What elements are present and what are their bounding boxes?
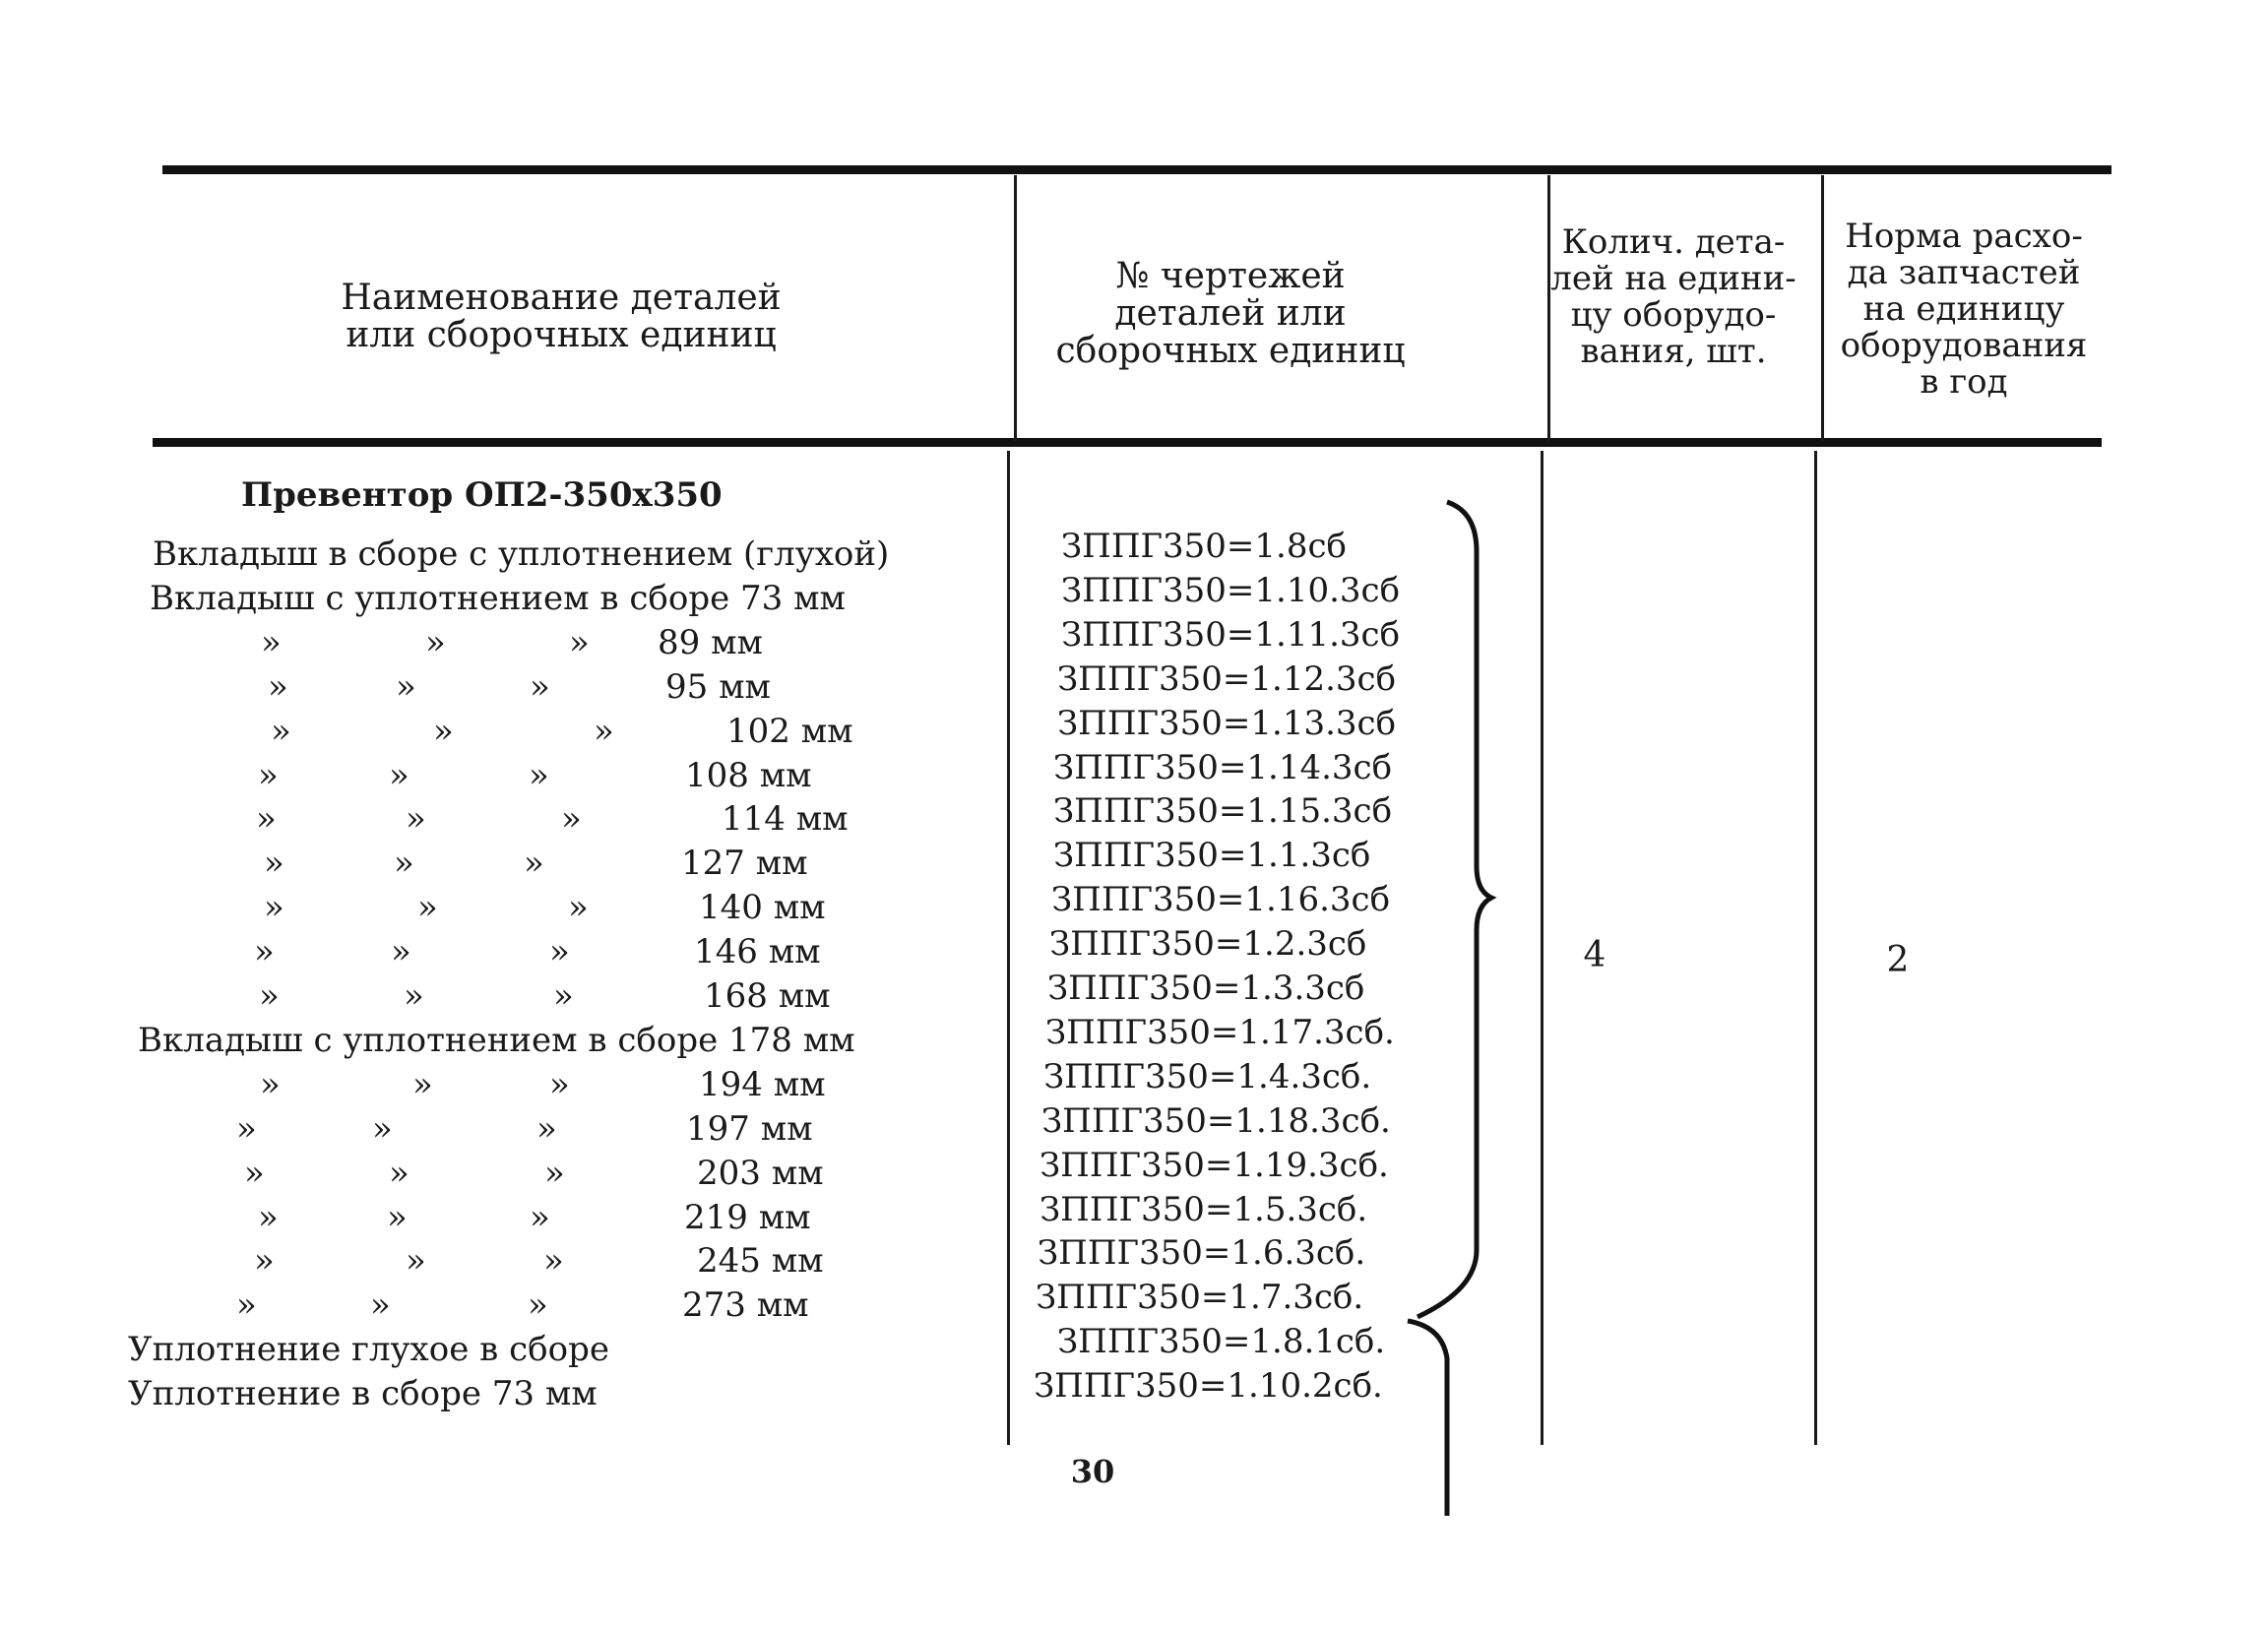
row-size: 108 мм (685, 756, 812, 795)
ditto-mark: » (406, 799, 426, 839)
page-number: 30 (1070, 1453, 1115, 1490)
ditto-mark: » (244, 1154, 265, 1193)
row-size: 168 мм (704, 976, 831, 1016)
brace-large-icon (1418, 502, 1491, 1317)
ditto-mark: » (236, 1285, 257, 1325)
row-size: 114 мм (722, 799, 849, 839)
ditto-mark: » (530, 1198, 550, 1237)
row-size: 245 мм (697, 1241, 824, 1281)
ditto-mark: » (256, 799, 277, 839)
ditto-mark: » (396, 667, 416, 707)
ditto-mark: » (543, 1241, 564, 1281)
ditto-mark: » (258, 756, 279, 795)
ditto-mark: » (404, 976, 424, 1016)
ditto-mark: » (258, 1198, 279, 1237)
ditto-mark: » (271, 712, 291, 751)
row-size: 102 мм (726, 712, 853, 751)
ditto-mark: » (569, 623, 590, 662)
row-drawing-number: ЗППГ350=1.4.3сб. (1043, 1057, 1372, 1096)
row-name: Вкладыш в сборе с уплотнением (глухой) (153, 534, 890, 574)
ditto-mark: » (417, 888, 438, 927)
row-drawing-number: ЗППГ350=1.3.3сб (1047, 969, 1365, 1008)
row-size: 273 мм (682, 1285, 809, 1325)
row-size: 140 мм (699, 888, 826, 927)
ditto-mark: » (433, 712, 454, 751)
quantity-value: 4 (1583, 935, 1606, 975)
ditto-mark: » (391, 932, 411, 971)
row-drawing-number: ЗППГ350=1.19.3сб. (1040, 1146, 1389, 1185)
row-size: 194 мм (699, 1065, 826, 1104)
ditto-mark: » (254, 1241, 275, 1281)
row-name: Вкладыш с уплотнением в сборе 73 мм (150, 579, 846, 618)
header-quantity-column: Колич. дета- лей на едини- цу оборудо- вания, шт. (1550, 222, 1796, 371)
ditto-mark: » (594, 712, 614, 751)
ditto-mark: » (372, 1109, 393, 1149)
row-drawing-number: ЗППГ350=1.8сб (1061, 527, 1347, 566)
row-drawing-number: ЗППГ350=1.17.3сб. (1045, 1013, 1395, 1052)
ditto-mark: » (261, 623, 282, 662)
brace-small-icon (1408, 1321, 1447, 1516)
row-size: 197 мм (686, 1109, 813, 1149)
ditto-mark: » (370, 1285, 391, 1325)
row-drawing-number: ЗППГ350=1.16.3сб (1051, 880, 1391, 919)
norm-value: 2 (1886, 940, 1910, 980)
ditto-mark: » (389, 756, 410, 795)
ditto-mark: » (544, 1154, 565, 1193)
row-drawing-number: ЗППГ350=1.14.3сб (1053, 748, 1393, 787)
row-drawing-number: ЗППГ350=1.12.3сб (1057, 659, 1397, 699)
ditto-mark: » (412, 1065, 433, 1104)
ditto-mark: » (568, 888, 589, 927)
ditto-mark: » (254, 932, 275, 971)
section-title: Превентор ОП2-350х350 (241, 475, 723, 515)
header-norm-column: Норма расхо- да запчастей на единицу оборудования в год (1840, 217, 2088, 402)
row-name: Уплотнение в сборе 73 мм (128, 1374, 598, 1413)
row-drawing-number: ЗППГ350=1.15.3сб (1053, 791, 1393, 831)
ditto-mark: » (549, 932, 570, 971)
ditto-mark: » (425, 623, 446, 662)
row-size: 89 мм (658, 623, 763, 662)
row-drawing-number: ЗППГ350=1.5.3сб. (1040, 1190, 1368, 1229)
row-size: 127 мм (681, 844, 808, 883)
ditto-mark: » (260, 1065, 281, 1104)
row-drawing-number: ЗППГ350=1.8.1сб. (1057, 1322, 1386, 1361)
ditto-mark: » (528, 1285, 548, 1325)
ditto-mark: » (259, 976, 280, 1016)
header-name-column: Наименование деталей или сборочных единиц (341, 278, 782, 355)
ditto-mark: » (553, 976, 574, 1016)
header-drawing-column: № чертежей деталей или сборочных единиц (1055, 256, 1406, 371)
ditto-mark: » (264, 844, 284, 883)
ditto-mark: » (387, 1198, 408, 1237)
row-drawing-number: ЗППГ350=1.1.3сб (1053, 836, 1371, 875)
row-name: Уплотнение глухое в сборе (128, 1330, 609, 1369)
row-size: 146 мм (694, 932, 821, 971)
ditto-mark: » (236, 1109, 257, 1149)
row-drawing-number: ЗППГ350=1.10.3сб (1061, 571, 1401, 610)
ditto-mark: » (549, 1065, 570, 1104)
ditto-mark: » (524, 844, 544, 883)
row-drawing-number: ЗППГ350=1.11.3сб (1061, 615, 1401, 655)
ditto-mark: » (536, 1109, 557, 1149)
row-size: 203 мм (697, 1154, 824, 1193)
ditto-mark: » (406, 1241, 426, 1281)
ditto-mark: » (561, 799, 582, 839)
row-name: Вкладыш с уплотнением в сборе 178 мм (138, 1021, 855, 1060)
row-drawing-number: ЗППГ350=1.13.3сб (1057, 704, 1397, 743)
row-size: 95 мм (665, 667, 771, 707)
row-drawing-number: ЗППГ350=1.10.2сб. (1034, 1366, 1383, 1406)
ditto-mark: » (530, 667, 550, 707)
row-size: 219 мм (684, 1198, 811, 1237)
ditto-mark: » (264, 888, 284, 927)
ditto-mark: » (529, 756, 549, 795)
ditto-mark: » (389, 1154, 410, 1193)
row-drawing-number: ЗППГ350=1.2.3сб (1049, 924, 1367, 964)
row-drawing-number: ЗППГ350=1.18.3сб. (1041, 1101, 1391, 1141)
ditto-mark: » (394, 844, 414, 883)
row-drawing-number: ЗППГ350=1.7.3сб. (1036, 1278, 1364, 1317)
ditto-mark: » (268, 667, 288, 707)
row-drawing-number: ЗППГ350=1.6.3сб. (1038, 1233, 1366, 1273)
